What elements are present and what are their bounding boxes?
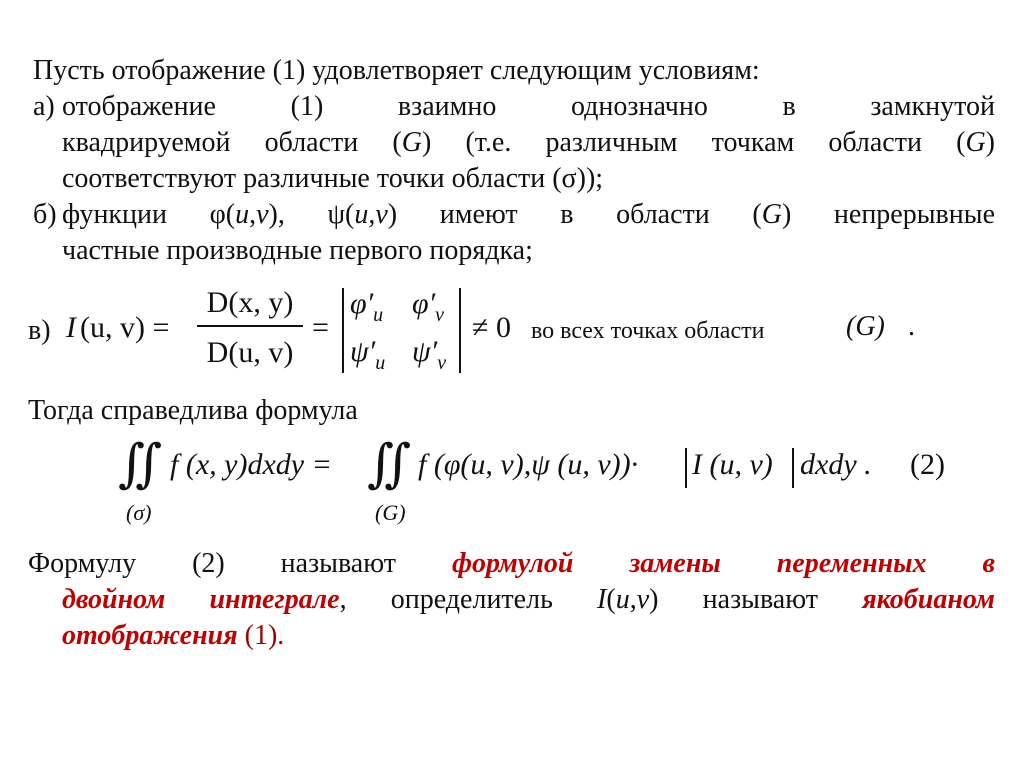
conclusion-line3: отображения (1). xyxy=(62,620,285,651)
jacobian-tail: во всех точках области xyxy=(531,318,765,344)
matrix-phi-v: $\varphi'_v$ xyxy=(412,287,445,326)
determinant-right-bar xyxy=(459,288,461,373)
rhs-region: (G) xyxy=(375,500,406,525)
double-integral-lhs-icon: ∬ xyxy=(118,436,163,493)
formula-number: (2) xyxy=(910,448,945,481)
jacobian-eq: = xyxy=(312,311,329,344)
formula-lhs-body: f (x, y)dxdy = xyxy=(170,448,332,481)
determinant-left-bar xyxy=(342,288,344,373)
jacobian-nonzero: ≠ 0 xyxy=(472,311,511,344)
lhs-region: (σ) xyxy=(126,500,152,525)
cond-b-marker: б) xyxy=(33,199,57,230)
conclusion-line2: двойном интеграле, определитель I(u,v) называют якобианом xyxy=(62,584,995,615)
matrix-psi-u: $\psi'_u$ xyxy=(350,335,386,374)
cond-v-marker: в) xyxy=(28,315,51,346)
formula-rhs-body: f (φ(u, v),ψ (u, v))· xyxy=(418,448,639,481)
then-text: Тогда справедлива формула xyxy=(28,395,358,426)
conclusion-line1: Формулу (2) называют формулой замены переменных в xyxy=(28,548,996,579)
cond-b-line2: частные производные первого порядка; xyxy=(62,235,533,266)
cond-a-marker: а) xyxy=(33,91,55,122)
jacobian-denominator: D(u, v) xyxy=(206,336,294,369)
abs-left-bar xyxy=(685,448,687,488)
cond-a-line3: соответствуют различные точки области (σ)); xyxy=(62,163,604,194)
formula-abs-body: I (u, v) xyxy=(692,448,773,481)
fraction-bar xyxy=(197,325,303,327)
abs-right-bar xyxy=(792,448,794,488)
cond-a-line1: отображение (1) взаимно однозначно в замкнутой xyxy=(62,91,995,122)
matrix-phi-u: $\varphi'_u$ xyxy=(350,287,384,326)
cond-a-line2: квадрируемой области (G) (т.е. различным точкам области (G) xyxy=(62,127,995,158)
formula-tail: dxdy . xyxy=(800,448,872,481)
jacobian-period: . xyxy=(908,311,915,342)
intro-text: Пусть отображение (1) удовлетворяет следующим условиям: xyxy=(33,55,760,86)
double-integral-rhs-icon: ∬ xyxy=(367,436,412,493)
jacobian-region: (G) xyxy=(846,311,885,342)
jacobian-numerator: D(x, y) xyxy=(206,286,294,319)
cond-b-line1: функции φ(u,v), ψ(u,v) имеют в области (G) непрерывные xyxy=(62,199,995,230)
jacobian-lhs: I (u, v) = xyxy=(66,311,170,344)
matrix-psi-v: $\psi'_v$ xyxy=(412,335,447,374)
